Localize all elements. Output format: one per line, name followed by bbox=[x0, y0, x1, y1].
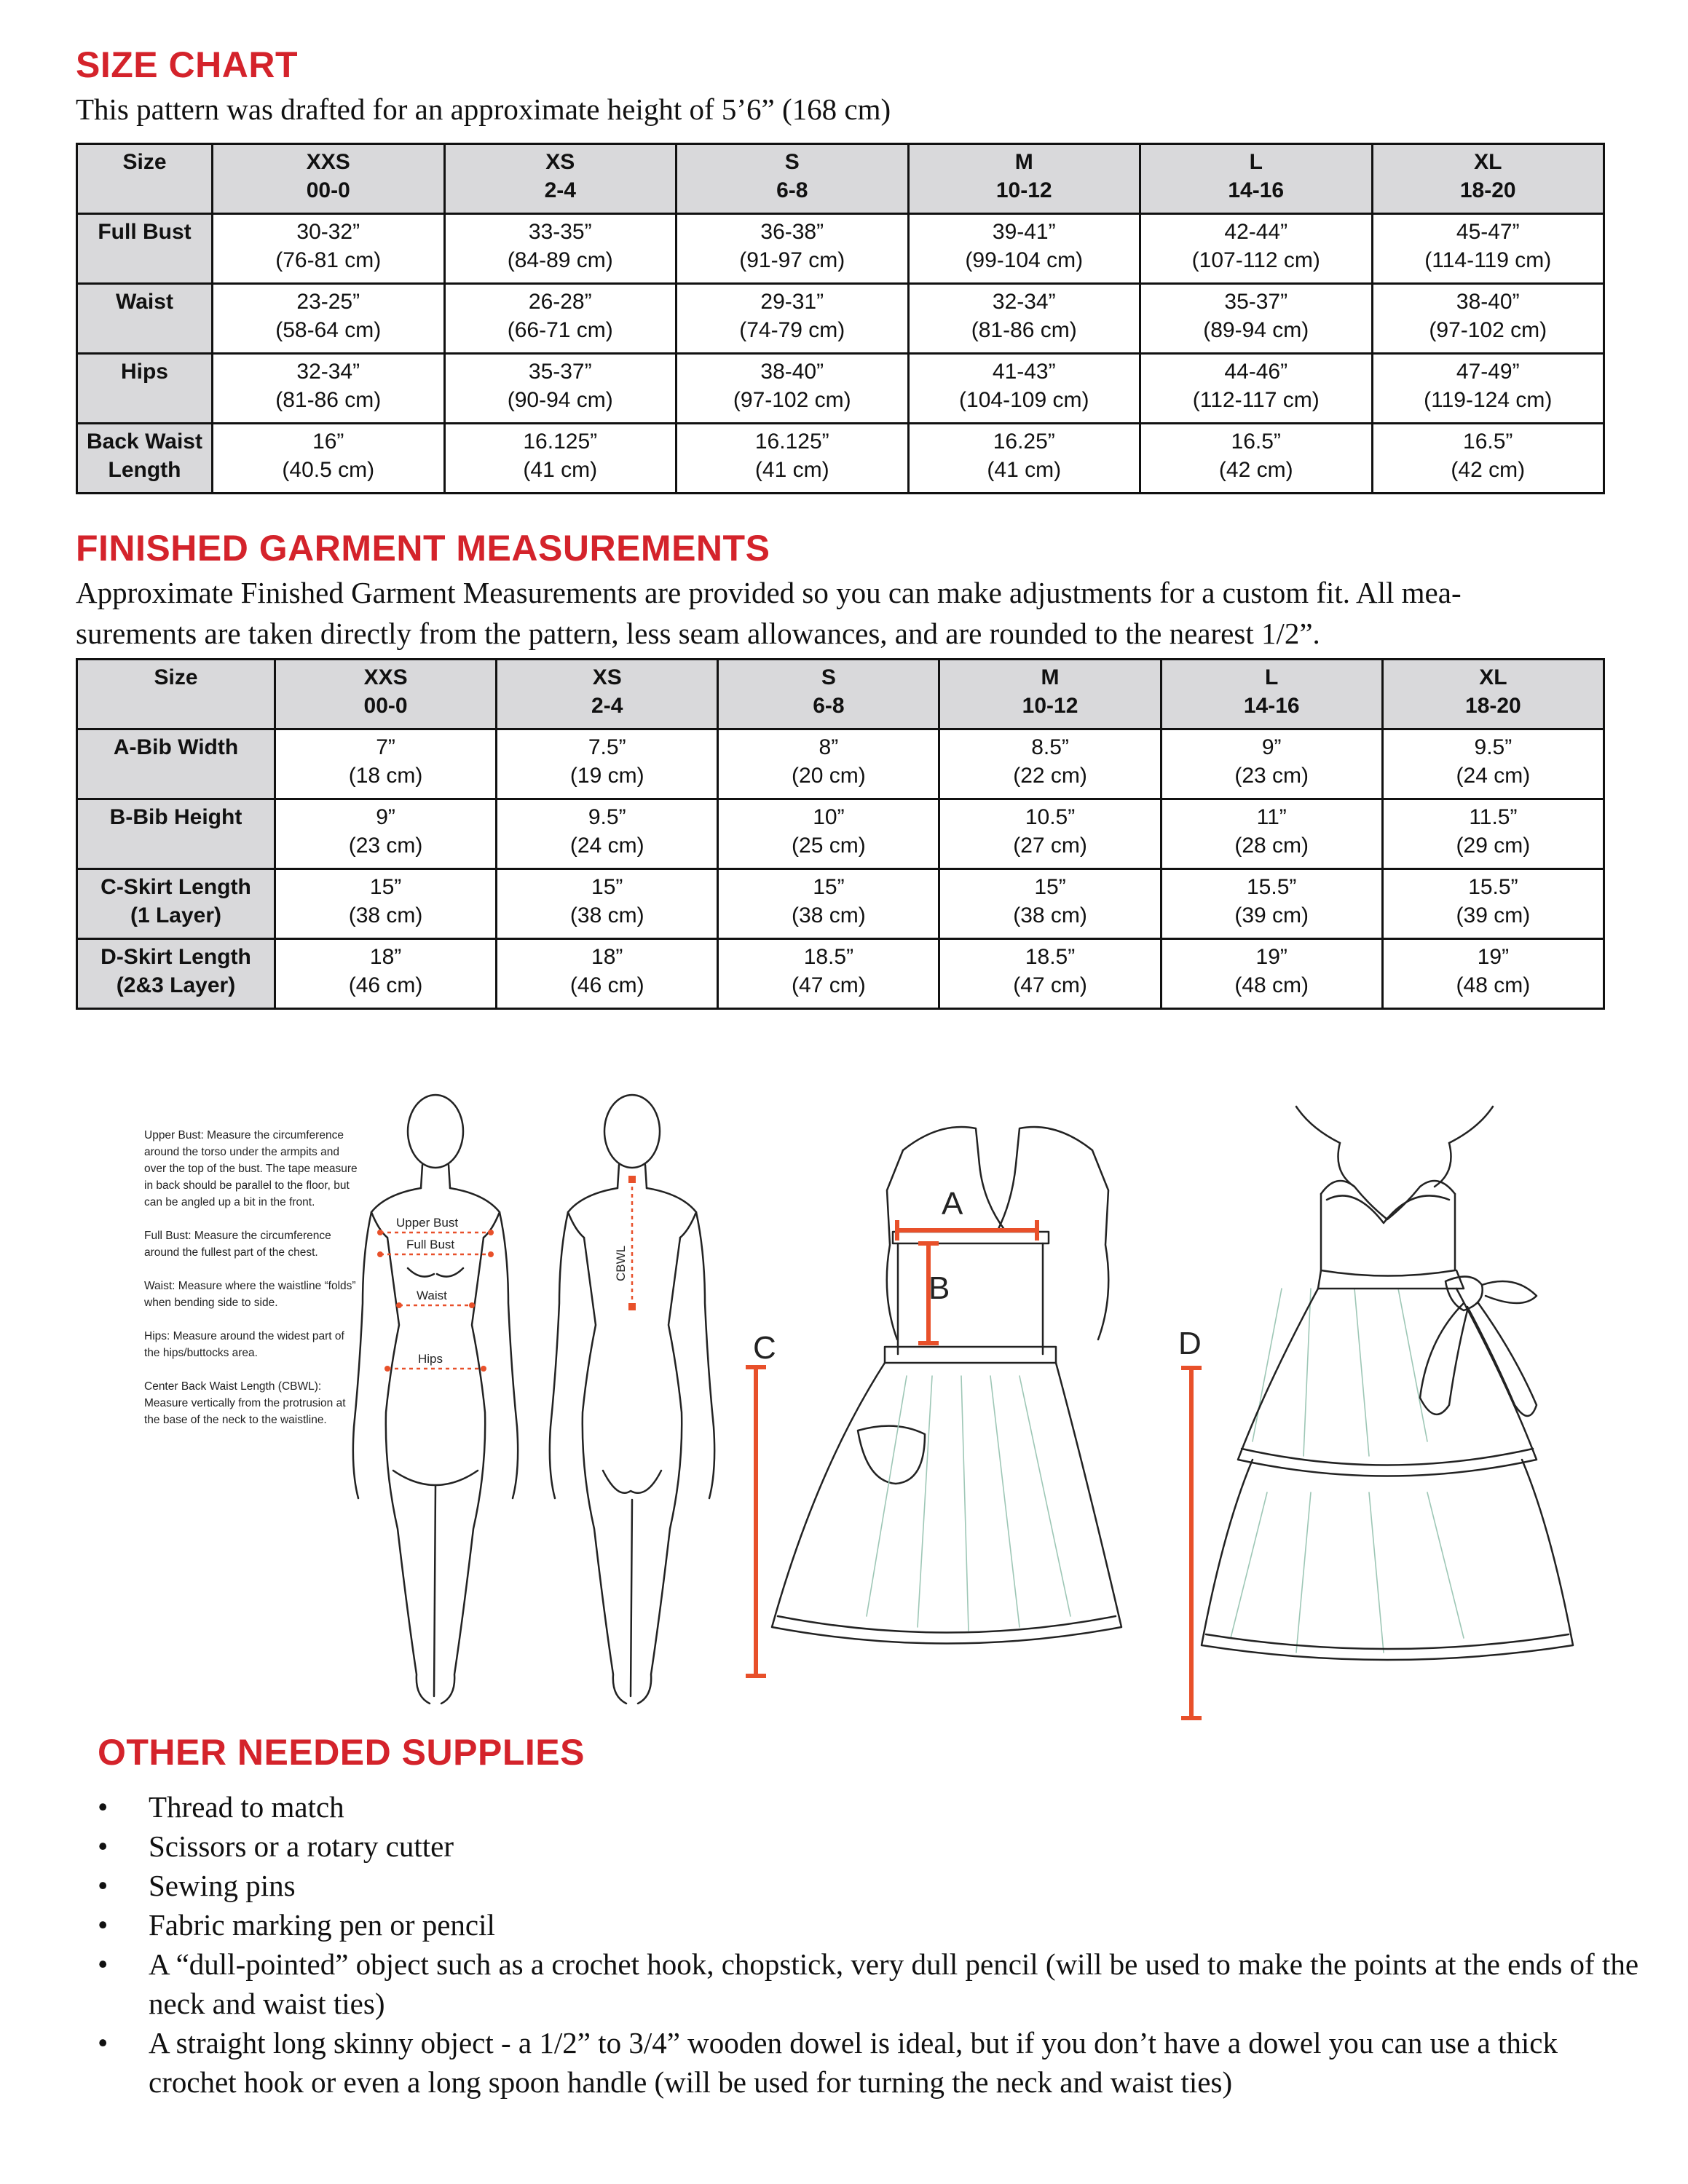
table-cell: 38-40” (97-102 cm) bbox=[677, 354, 909, 424]
table-cell: 39-41” (99-104 cm) bbox=[908, 214, 1140, 284]
row-label: Waist bbox=[77, 284, 213, 354]
row-label: D-Skirt Length (2&3 Layer) bbox=[77, 939, 275, 1009]
table-cell: 15” (38 cm) bbox=[497, 869, 718, 939]
size-chart-subtitle: This pattern was drafted for an approximate height of 5’6” (168 cm) bbox=[76, 92, 891, 126]
label-waist: Waist bbox=[417, 1289, 447, 1302]
table-cell: 35-37” (90-94 cm) bbox=[444, 354, 677, 424]
bullet: • bbox=[98, 1908, 109, 1942]
header-cell: S 6-8 bbox=[718, 660, 939, 729]
table-cell: 18” (46 cm) bbox=[497, 939, 718, 1009]
header-cell: Size bbox=[77, 660, 275, 729]
note-hips: Hips: Measure around the widest part of the hips/buttocks area. bbox=[144, 1330, 344, 1359]
note-upper-bust: Upper Bust: Measure the circumference around the torso under the armpits and over the top of the bust. The tape measure in back should be parallel to the floor, but can be angled up a bit in the front. bbox=[144, 1129, 358, 1208]
table-cell: 19” (48 cm) bbox=[1382, 939, 1604, 1009]
bullet: • bbox=[98, 1829, 109, 1863]
table-cell: 8” (20 cm) bbox=[718, 729, 939, 799]
table-cell: 15.5” (39 cm) bbox=[1161, 869, 1382, 939]
table-row bbox=[77, 424, 1604, 494]
table-cell: 42-44” (107-112 cm) bbox=[1140, 214, 1373, 284]
table-cell: 7.5” (19 cm) bbox=[497, 729, 718, 799]
table-cell: 7” (18 cm) bbox=[275, 729, 497, 799]
header-cell: XL 18-20 bbox=[1372, 144, 1604, 214]
table-cell: 32-34” (81-86 cm) bbox=[213, 354, 445, 424]
table-cell: 9” (23 cm) bbox=[275, 799, 497, 869]
table-cell: 45-47” (114-119 cm) bbox=[1372, 214, 1604, 284]
table-cell: 8.5” (22 cm) bbox=[939, 729, 1161, 799]
note-cbwl: Center Back Waist Length (CBWL): Measure vertically from the protrusion at the base of the neck to the waistline. bbox=[144, 1380, 346, 1426]
header-cell: M 10-12 bbox=[908, 144, 1140, 214]
table-cell: 11.5” (29 cm) bbox=[1382, 799, 1604, 869]
table-cell: 16.5” (42 cm) bbox=[1140, 424, 1373, 494]
table-cell: 29-31” (74-79 cm) bbox=[677, 284, 909, 354]
list-item: • Scissors or a rotary cutter bbox=[98, 1827, 1649, 1866]
table-cell: 9” (23 cm) bbox=[1161, 729, 1382, 799]
table-cell: 18” (46 cm) bbox=[275, 939, 497, 1009]
table-cell: 47-49” (119-124 cm) bbox=[1372, 354, 1604, 424]
row-label: Back Waist Length bbox=[77, 424, 213, 494]
table-cell: 15.5” (39 cm) bbox=[1382, 869, 1604, 939]
header-cell: L 14-16 bbox=[1140, 144, 1373, 214]
row-label: Full Bust bbox=[77, 214, 213, 284]
supplies-list bbox=[98, 1787, 1649, 2102]
label-d: D bbox=[1178, 1326, 1202, 1361]
row-label: A-Bib Width bbox=[77, 729, 275, 799]
table-cell: 9.5” (24 cm) bbox=[1382, 729, 1604, 799]
table-cell: 10.5” (27 cm) bbox=[939, 799, 1161, 869]
bullet: • bbox=[98, 1790, 109, 1824]
size-chart-title: SIZE CHART bbox=[76, 44, 298, 85]
finished-intro-line1: Approximate Finished Garment Measurements are provided so you can make adjustments for a custom fit. All mea- bbox=[76, 576, 1462, 609]
table-cell: 23-25” (58-64 cm) bbox=[213, 284, 445, 354]
list-item: • Thread to match bbox=[98, 1787, 1649, 1827]
table-cell: 9.5” (24 cm) bbox=[497, 799, 718, 869]
table-row bbox=[77, 214, 1604, 284]
table-cell: 26-28” (66-71 cm) bbox=[444, 284, 677, 354]
table-cell: 16.5” (42 cm) bbox=[1372, 424, 1604, 494]
label-c: C bbox=[753, 1330, 776, 1366]
note-full-bust: Full Bust: Measure the circumference around the fullest part of the chest. bbox=[144, 1230, 331, 1259]
table-cell: 15” (38 cm) bbox=[939, 869, 1161, 939]
bullet: • bbox=[98, 2026, 109, 2060]
row-label: C-Skirt Length (1 Layer) bbox=[77, 869, 275, 939]
list-item: • Fabric marking pen or pencil bbox=[98, 1905, 1649, 1944]
table-cell: 15” (38 cm) bbox=[275, 869, 497, 939]
header-cell: L 14-16 bbox=[1161, 660, 1382, 729]
table-row bbox=[77, 939, 1604, 1009]
table-cell: 16.125” (41 cm) bbox=[677, 424, 909, 494]
apron-3-layer-drawing bbox=[1202, 1107, 1573, 1660]
table-cell: 16.125” (41 cm) bbox=[444, 424, 677, 494]
table-cell: 15” (38 cm) bbox=[718, 869, 939, 939]
list-item: • A “dull-pointed” object such as a crochet hook, chopstick, very dull pencil (will be used to make the points at the ends of the neck and waist ties) bbox=[98, 1944, 1649, 2023]
row-label: B-Bib Height bbox=[77, 799, 275, 869]
label-b: B bbox=[928, 1270, 950, 1306]
finished-measurements-table bbox=[76, 658, 1605, 1010]
list-item: • Sewing pins bbox=[98, 1866, 1649, 1905]
table-row bbox=[77, 354, 1604, 424]
header-cell: XL 18-20 bbox=[1382, 660, 1604, 729]
note-waist: Waist: Measure where the waistline “folds” when bending side to side. bbox=[144, 1280, 356, 1309]
table-cell: 18.5” (47 cm) bbox=[718, 939, 939, 1009]
size-chart-table bbox=[76, 143, 1605, 494]
table-cell: 44-46” (112-117 cm) bbox=[1140, 354, 1373, 424]
bullet: • bbox=[98, 1947, 109, 1981]
table-row bbox=[77, 799, 1604, 869]
header-cell: XS 2-4 bbox=[444, 144, 677, 214]
header-cell: XXS 00-0 bbox=[213, 144, 445, 214]
list-item: • A straight long skinny object - a 1/2” to 3/4” wooden dowel is ideal, but if you don’t have a dowel you can use a thick crochet hook or even a long spoon handle (will be used for turning the neck and waist ties) bbox=[98, 2023, 1649, 2102]
table-cell: 38-40” (97-102 cm) bbox=[1372, 284, 1604, 354]
table-cell: 16.25” (41 cm) bbox=[908, 424, 1140, 494]
finished-intro-line2: surements are taken directly from the pattern, less seam allowances, and are rounded to the nearest 1/2”. bbox=[76, 617, 1320, 650]
header-cell: M 10-12 bbox=[939, 660, 1161, 729]
table-cell: 19” (48 cm) bbox=[1161, 939, 1382, 1009]
table-cell: 36-38” (91-97 cm) bbox=[677, 214, 909, 284]
finished-measurements-title: FINISHED GARMENT MEASUREMENTS bbox=[76, 528, 770, 569]
table-cell: 10” (25 cm) bbox=[718, 799, 939, 869]
table-cell: 41-43” (104-109 cm) bbox=[908, 354, 1140, 424]
body-back-figure bbox=[550, 1095, 714, 1704]
table-row bbox=[77, 284, 1604, 354]
label-a: A bbox=[942, 1186, 963, 1222]
table-cell: 18.5” (47 cm) bbox=[939, 939, 1161, 1009]
table-cell: 32-34” (81-86 cm) bbox=[908, 284, 1140, 354]
body-front-figure bbox=[353, 1095, 518, 1704]
bullet: • bbox=[98, 1869, 109, 1902]
header-cell: S 6-8 bbox=[677, 144, 909, 214]
table-cell: 30-32” (76-81 cm) bbox=[213, 214, 445, 284]
label-full-bust: Full Bust bbox=[406, 1238, 455, 1251]
table-cell: 11” (28 cm) bbox=[1161, 799, 1382, 869]
header-cell: Size bbox=[77, 144, 213, 214]
table-cell: 33-35” (84-89 cm) bbox=[444, 214, 677, 284]
label-hips: Hips bbox=[418, 1352, 443, 1366]
table-row bbox=[77, 729, 1604, 799]
supplies-title: OTHER NEEDED SUPPLIES bbox=[98, 1732, 585, 1773]
table-cell: 35-37” (89-94 cm) bbox=[1140, 284, 1373, 354]
table-cell: 16” (40.5 cm) bbox=[213, 424, 445, 494]
header-cell: XXS 00-0 bbox=[275, 660, 497, 729]
table-row bbox=[77, 869, 1604, 939]
measurement-illustrations bbox=[0, 1063, 1688, 1747]
header-cell: XS 2-4 bbox=[497, 660, 718, 729]
row-label: Hips bbox=[77, 354, 213, 424]
label-upper-bust: Upper Bust bbox=[396, 1216, 459, 1230]
label-cbwl: CBWL bbox=[614, 1245, 628, 1281]
